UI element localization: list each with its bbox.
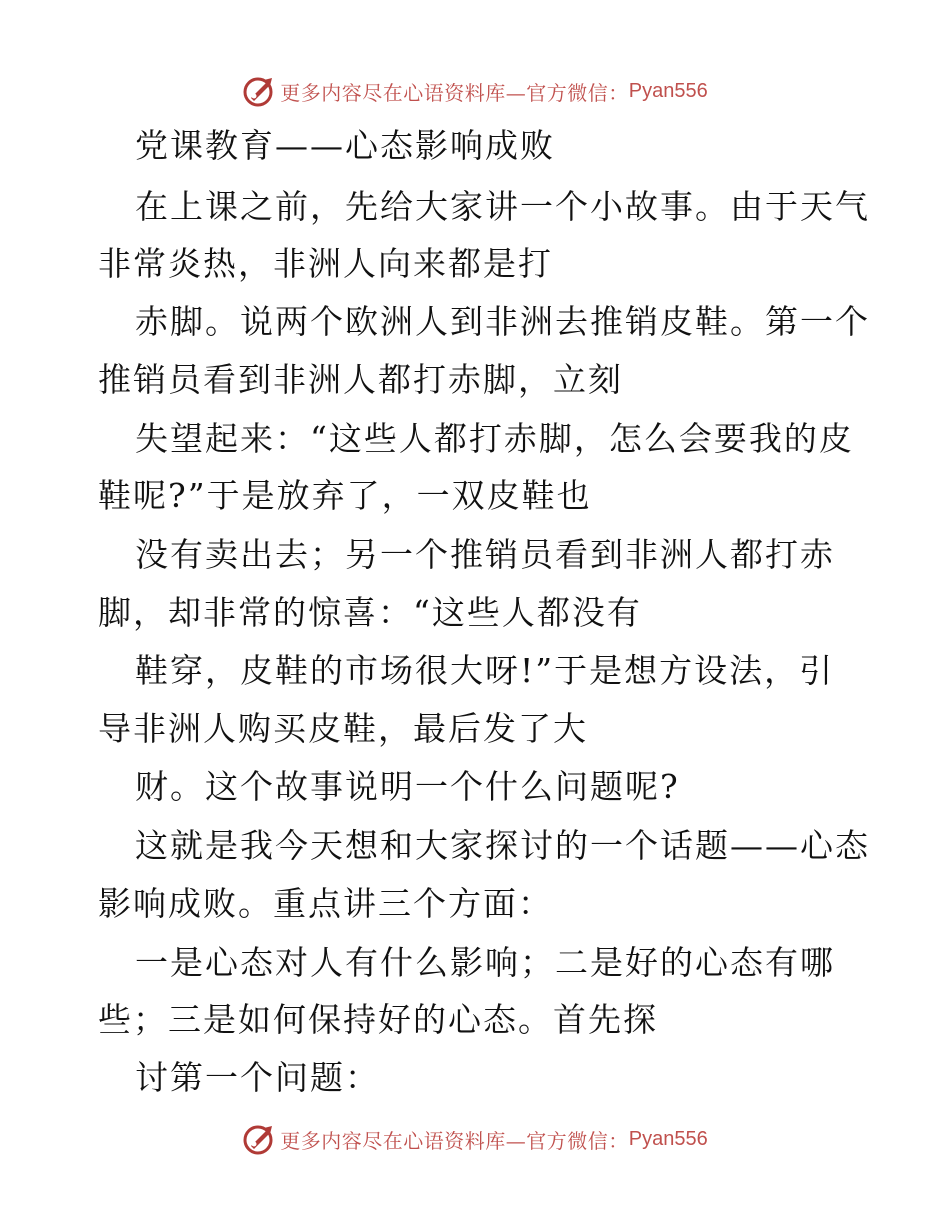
quill-seal-logo-icon [242, 74, 276, 108]
paragraph-line: 失望起来：“这些人都打赤脚，怎么会要我的皮 [135, 419, 854, 458]
paragraph-line: 导非洲人购买皮鞋，最后发了大 [98, 709, 588, 748]
footer-watermark-banner [0, 1119, 950, 1159]
paragraph-line: 非常炎热，非洲人向来都是打 [98, 244, 553, 283]
paragraph-line: 财。这个故事说明一个什么问题呢? [135, 767, 680, 806]
paragraph-line: 鞋呢?”于是放弃了，一双皮鞋也 [98, 476, 592, 515]
paragraph-line: 推销员看到非洲人都打赤脚，立刻 [98, 360, 623, 399]
paragraph-line: 些；三是如何保持好的心态。首先探 [98, 1000, 658, 1039]
paragraph-line: 这就是我今天想和大家探讨的一个话题——心态 [135, 826, 870, 865]
paragraph-line: 影响成败。重点讲三个方面： [98, 884, 553, 923]
paragraph-line: 一是心态对人有什么影响；二是好的心态有哪 [135, 943, 835, 982]
banner-text: 更多内容尽在心语资料库—官方微信： [280, 80, 629, 105]
document-title: 党课教育——心态影响成败 [135, 126, 555, 165]
paragraph-line: 赤脚。说两个欧洲人到非洲去推销皮鞋。第一个 [135, 302, 870, 341]
quill-seal-logo-icon [242, 1122, 276, 1156]
paragraph-line: 没有卖出去；另一个推销员看到非洲人都打赤 [135, 535, 835, 574]
paragraph-line: 鞋穿，皮鞋的市场很大呀!”于是想方设法，引 [135, 651, 835, 690]
paragraph-line: 讨第一个问题： [135, 1058, 380, 1097]
banner-text: 更多内容尽在心语资料库—官方微信： [280, 1128, 629, 1153]
header-watermark-banner [0, 71, 950, 111]
paragraph-line: 脚，却非常的惊喜：“这些人都没有 [98, 593, 642, 632]
banner-wechat-id: Pyan556 [628, 1127, 708, 1150]
paragraph-line: 在上课之前，先给大家讲一个小故事。由于天气 [135, 187, 870, 226]
banner-wechat-id: Pyan556 [628, 79, 708, 102]
